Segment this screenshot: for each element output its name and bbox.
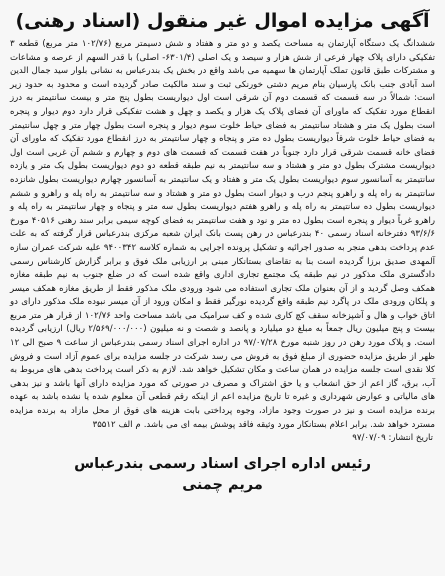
notice-body-text: ششدانگ یک دستگاه آپارتمان به مساحت یکصد و دو متر و هفتاد و شش دسیمتر مربع (۱۰۲/۷۶ متر مربع) قطعه ۳ تفکیکی دارای پلاک چهار فرعی از شش هزار و سیصد و یک اصلی (۶۳۰۱/۴- اصلی) با قدر السهم از عرصه و مشاعات و مشترکات طبق قانون تملک آپارتمان ها سهمیه می باشد واقع در بخش یک بندرعباس به نشانی بلوار سید جمال الدین اسد آبادی جنب بانک پارسیان بنام مریم دشتی خورنکی ثبت و سند مالکیت صادر گردیده است و محدود به حدود زیر است: شمالاً در سه قسمت که قسمت دوم آن شرقی است اول دیواریست بطول پنج متر و بیست سانتیمتر به درز انقطاع مورد تفکیک که ماورای آن فضای پلاک یک هزار و یکصد و چهل و هشت تفکیکی قرار دارد دوم دیوار و پنجره است بطول یک متر و هشتاد سانتیمتر به فضای حیاط خلوت سوم دیوار و پنجره است بطول چهار متر و چهل سانتیمتر به فضای حیاط خلوت شرقاً دیواریست بطول ده متر و پنجاه و چهار سانتیمتر به درز انقطاع مورد تفکیک که ماورای آن فضای خانه قسمت شرقی قرار دارد جنوباً در هفت قسمت که قسمت های دوم و چهارم و ششم آن غربی است اول دیواریست مشترک بطول دو متر و هشتاد و سه سانتیمتر به نیم طبقه قطعه دو دوم دیواریست بطول یک متر و یازده سانتیمتر به آسانسور سوم دیواریست بطول یک متر و هفتاد و یک سانتیمتر به آسانسور چهارم دیواریست بطول شانزده سانتیمتر به راه پله و راهرو پنجم درب و دیوار است بطول دو متر و هشتاد و سه سانتیمتر به راه پله و راهرو و ششم دیواریست بطول ده سانتیمتر به راه پله و راهرو هفتم دیواریست بطول سه متر و پنجاه و چهار سانتیمتر به راه پله و راهرو غرباً دیوار و پنجره است بطول ده متر و نود و هفت سانتیمتر به فضای کوچه سیمی برابر سند رهنی ۴۰۵۱۶ مورخ ۹۳/۶/۶ دفترخانه اسناد رسمی ۴۰ بندرعباس در رهن پست بانک ایران شعبه مرکزی بندرعباس قرار گرفته که به علت عدم پرداخت بدهی منجر به صدور اجرائیه و تشکیل پرونده اجرایی به شماره کلاسه ۹۴۰۰۳۴۲ علیه شرکت عمران سازه آلمهدی صدیق برزا گردیده است بنا به تقاضای بستانکار مبنی بر ارزیابی ملک فوق و برابر گزارش کارشناس رسمی دادگستری ملک مذکور در نیم طبقه یک مجتمع تجاری اداری واقع شده است که در ضلع جنوب به نیم طبقه مغازه همکف وصل گردید و از آن بعنوان ملک تجاری استفاده می شود ورودی ملک مذکور فقط از طریق مغازه همکف میسر و پلکان ورودی ملک در پاگرد نیم طبقه واقع گردیده نورگیر فقط و امکان ورود از آن میسر نبوده ملک مذکور دارای دو اتاق خواب و هال و آشپزخانه سقف کچ کاری شده و کف سرامیک می باشد مساحت واحد ۱۰۲/۷۶ از قرار هر متر مربع بیست و پنج میلیون ریال جمعاً به مبلغ دو میلیارد و پانصد و شصت و نه میلیون (۲/۵۶۹/۰۰۰/۰۰۰ ریال) ارزیابی گردیده است. و پلاک مورد رهن در روز شنبه مورخ ۹۷/۰۷/۲۸ در اداره اجرای اسناد رسمی بندرعباس از ساعت ۹ صبح الی ۱۲ ظهر از طریق مزایده حضوری از مبلغ فوق به فروش می رسد شرکت در جلسه مزایده برای عموم آزاد است و فروش کلا نقدی است جلسه مزایده در همان ساعت و مکان تشکیل خواهد شد. لازم به ذکر است پرداخت بدهی های مربوط به آب، برق، گاز اعم از حق انشعاب و یا حق اشتراک و مصرف در صورتی که مورد مزایده دارای آنها باشد و نیز بدهی های مالیاتی و عوارض شهرداری و غیره تا تاریخ مزایده اعم از اینکه رقم قطعی آن معلوم شده یا نشده باشد به عهده برنده مزایده است و نیز در صورت وجود مازاد، وجوه پرداختی بابت هزینه های فوق از محل مازاد به برنده مزایده مسترد خواهد شد. برابر اعلام بستانکار مورد وثیقه فاقد پوشش بیمه ای می باشد. م الف ۳۵۵۱۲ xyxy=(10,39,436,430)
signatory-name: مریم چمنی xyxy=(182,476,263,493)
signature-block xyxy=(10,454,435,496)
notice-title: آگهی مزایده اموال غیر منقول (اسناد رهنی) xyxy=(15,10,430,32)
publish-date: تاریخ انتشار: ۹۷/۰۷/۰۹ xyxy=(352,433,433,444)
signatory-office: رئیس اداره اجرای اسناد رسمی بندرعباس xyxy=(74,455,371,472)
